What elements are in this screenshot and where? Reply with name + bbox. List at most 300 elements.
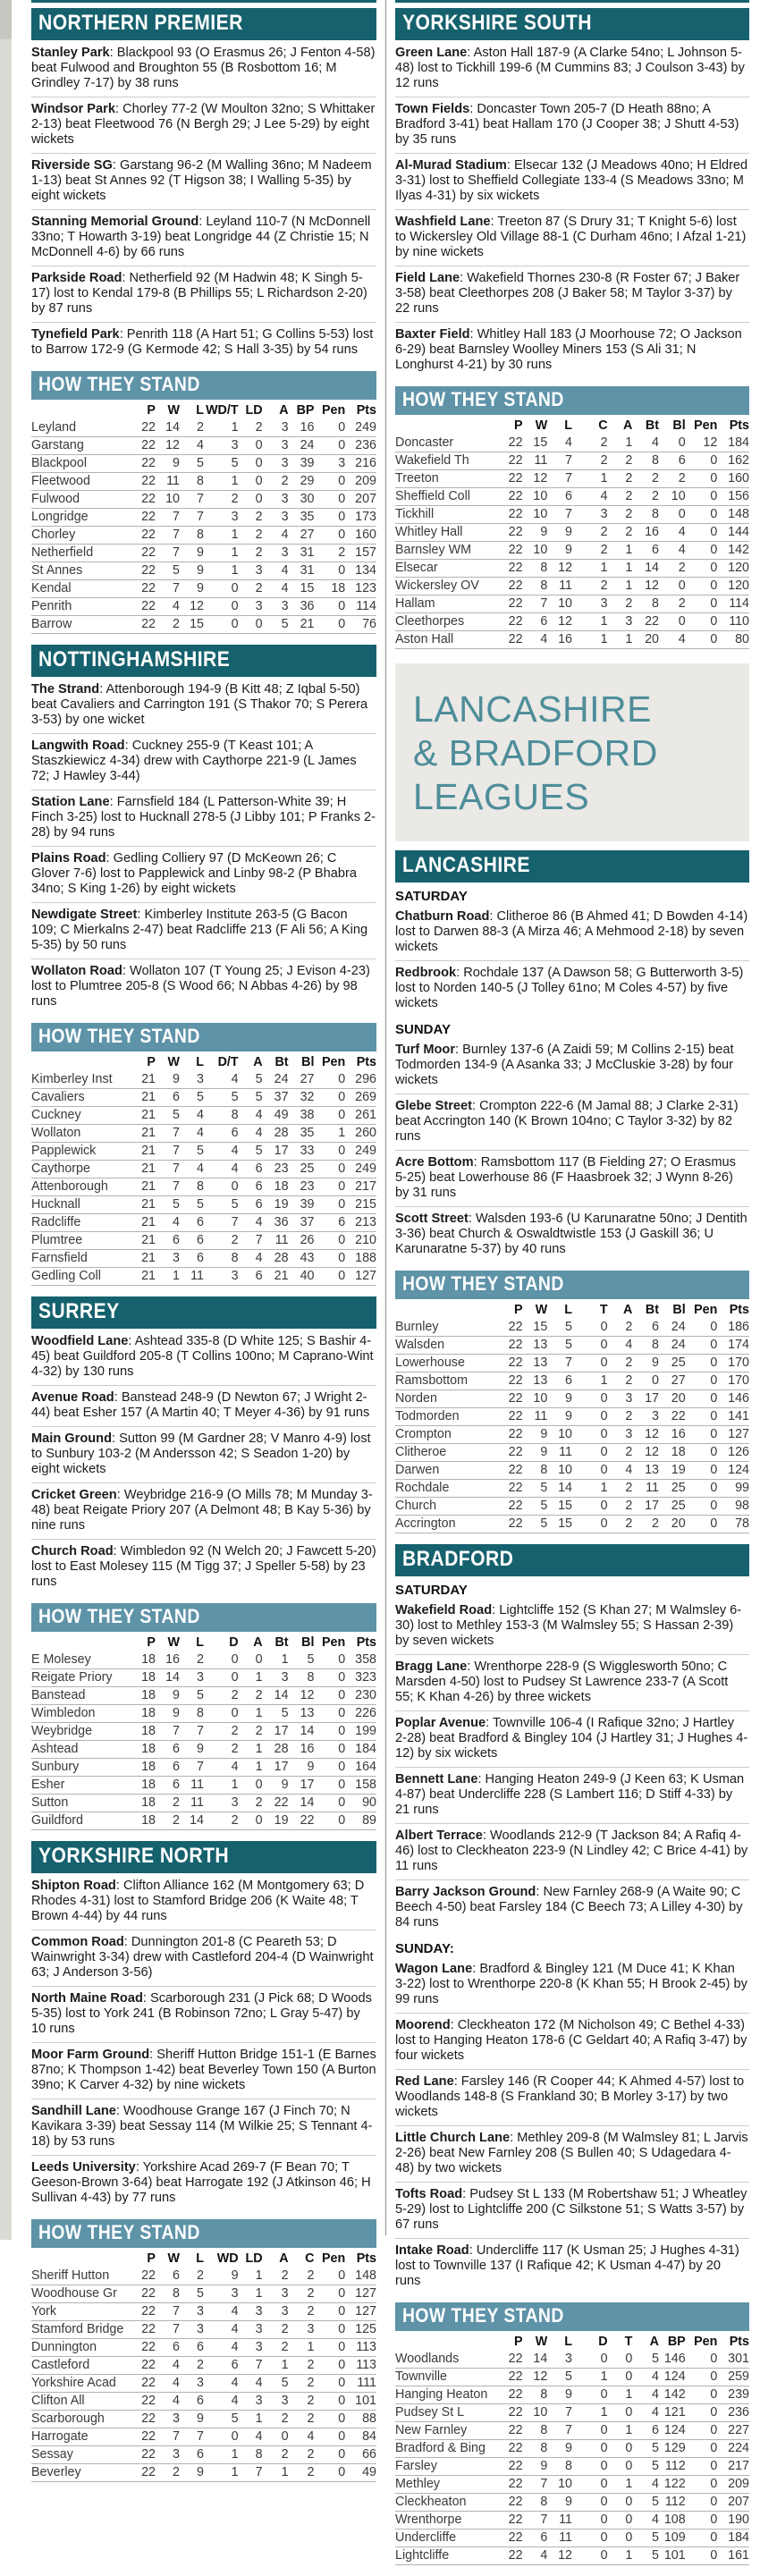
stat-cell: 22 [508, 1499, 523, 1513]
stat-cell: 261 [355, 1108, 376, 1122]
match-report [31, 959, 376, 1015]
table-header-cell: C [598, 418, 608, 433]
stat-cell: 0 [710, 2441, 718, 2455]
table-header-cell: A [279, 403, 289, 418]
report-text: Woodlands 212-9 (T Jackson 84; A Rafiq 4-46) lost to Cleckheaton 223-9 (N Lindley 42; C Brice 4-41) by 11 runs [395, 1829, 748, 1873]
table-row [31, 1107, 376, 1125]
table-row [395, 1444, 749, 1462]
stat-cell: 8 [255, 2447, 263, 2462]
table-header-cell: D [229, 1635, 239, 1650]
stat-cell: 3 [600, 507, 608, 521]
match-report [395, 2069, 749, 2125]
table-row [395, 452, 749, 470]
stat-cell: 17 [274, 1760, 289, 1774]
team-name-cell: Cleethorpes [395, 614, 465, 629]
stat-cell: 22 [508, 579, 523, 593]
stat-cell: 0 [338, 599, 346, 613]
stat-cell: 0 [338, 1179, 346, 1194]
stat-cell: 22 [508, 489, 523, 503]
stat-cell: 0 [600, 1320, 608, 1334]
stat-cell: 5 [565, 1338, 572, 1352]
stat-cell: 4 [255, 1251, 263, 1265]
stat-cell: 170 [728, 1356, 749, 1370]
stat-cell: 4 [255, 1215, 263, 1229]
team-name-cell: Attenborough [31, 1179, 108, 1194]
stat-cell: 9 [565, 2495, 572, 2509]
stat-cell: 199 [355, 1724, 376, 1738]
stat-cell: 22 [141, 2465, 156, 2479]
stat-cell: 2 [231, 492, 239, 506]
report-text: Farsley 146 (R Cooper 44; K Ahmed 4-57) lost to Woodlands 148-8 (S Frankland 30; B Morley 3-17) by two wickets [395, 2074, 745, 2119]
venue-separator: : [473, 1155, 481, 1170]
stat-cell: 10 [165, 492, 180, 506]
venue-name: Intake Road [395, 2243, 469, 2258]
stat-cell: 9 [540, 2459, 548, 2473]
stat-cell: 9 [197, 563, 204, 578]
table-row [395, 524, 749, 542]
stat-cell: 2 [231, 1688, 239, 1702]
stat-cell: 32 [300, 1090, 315, 1104]
stat-cell: 9 [173, 1688, 180, 1702]
standings-title: HOW THEY STAND [402, 1272, 564, 1295]
stat-cell: 5 [281, 2376, 289, 2390]
stat-cell: 4 [652, 435, 659, 450]
stat-cell: 4 [678, 525, 686, 539]
stat-cell: 3 [173, 1251, 180, 1265]
stat-cell: 8 [540, 2423, 548, 2437]
report-text: Garstang 96-2 (M Walling 36no; M Nadeem 1-13) beat St Annes 92 (T Higson 38; I Walling 5-35) by eight wickets [31, 158, 372, 203]
team-name-cell: New Farnley [395, 2423, 468, 2437]
stat-cell: 0 [710, 525, 718, 539]
team-name-cell: Rochdale [395, 1481, 450, 1495]
stat-cell: 4 [281, 581, 289, 595]
table-header-cell-team [31, 402, 131, 419]
venue-name: Bragg Lane [395, 1660, 468, 1674]
table-row [395, 2512, 749, 2530]
stat-cell: 0 [710, 1427, 718, 1441]
right-column [395, 0, 749, 2576]
stat-cell: 0 [710, 1499, 718, 1513]
report-text: Rochdale 137 (A Dawson 58; G Butterworth 3-5) lost to Norden 140-5 (J Tolley 61no; M Coles 4-57) by five wickets [395, 966, 744, 1010]
stat-cell: 0 [600, 1409, 608, 1423]
stat-cell: 21 [141, 1072, 156, 1086]
stat-cell: 22 [141, 2429, 156, 2444]
venue-separator: : [124, 739, 132, 753]
stat-cell: 4 [173, 1215, 180, 1229]
table-header-cell: A [253, 1635, 263, 1650]
table-header-cell-team [395, 2334, 498, 2351]
stat-cell: 4 [173, 599, 180, 613]
stat-cell: 21 [141, 1269, 156, 1283]
venue-separator: : [142, 1991, 150, 2006]
stat-cell: 6 [652, 2423, 659, 2437]
stat-cell: 8 [540, 561, 548, 575]
stat-cell: 3 [197, 2322, 204, 2336]
stat-cell: 8 [307, 1670, 315, 1685]
stat-cell: 25 [671, 1481, 686, 1495]
stat-cell: 0 [338, 1251, 346, 1265]
stat-cell: 3 [281, 599, 289, 613]
stat-cell: 127 [355, 2304, 376, 2318]
team-name-cell: Townville [395, 2369, 448, 2384]
stat-cell: 9 [565, 1391, 572, 1406]
stat-cell: 22 [508, 1391, 523, 1406]
stat-cell: 0 [710, 2548, 718, 2563]
team-name-cell: Sheffield Coll [395, 489, 470, 503]
match-report [31, 1482, 376, 1539]
stat-cell: 4 [540, 2548, 548, 2563]
match-report [31, 209, 376, 266]
stat-cell: 2 [307, 2286, 315, 2301]
stat-cell: 37 [274, 1090, 289, 1104]
stat-cell: 0 [652, 1373, 659, 1388]
stat-cell: 127 [355, 1269, 376, 1283]
stat-cell: 0 [338, 474, 346, 488]
stat-cell: 7 [173, 528, 180, 542]
report-text: Aston Hall 187-9 (A Clarke 54no; L Johnson 5-48) lost to Tickhill 199-6 (M Cummins 83; J Coulson 3-43) by 12 runs [395, 46, 745, 90]
table-row [395, 1355, 749, 1372]
table-row [395, 560, 749, 578]
stat-cell: 127 [728, 1427, 749, 1441]
report-text: Clifton Alliance 162 (M Montgomery 63; D Rhodes 4-31) lost to Stamford Bridge 206 (K Waite 48; T Brown 4-44) by 44 runs [31, 1879, 365, 1923]
stat-cell: 5 [255, 1072, 263, 1086]
team-name-cell: Aston Hall [395, 632, 454, 646]
report-text: Wrenthorpe 228-9 (S Wigglesworth 50no; C Marsden 4-50) lost to Pudsey St Lawrence 233-7 (A Scott 55; K Khan 4-26) by three wickets [395, 1660, 729, 1704]
table-row [395, 1498, 749, 1516]
stat-cell: 2 [255, 510, 263, 524]
stat-cell: 121 [663, 2405, 686, 2420]
report-text: Farnsfield 184 (L Patterson-White 39; H Finch 3-25) lost to Hucknall 278-5 (J Libby 101; P Franks 2-28) by 94 runs [31, 795, 376, 840]
team-name-cell: Sheriff Hutton [31, 2268, 110, 2283]
stat-cell: 5 [652, 2495, 659, 2509]
venue-name: Chatburn Road [395, 909, 490, 924]
stat-cell: 8 [197, 1706, 204, 1720]
table-header-cell-team [31, 1634, 131, 1651]
stat-cell: 21 [274, 1269, 289, 1283]
venue-separator: : [510, 2131, 518, 2145]
stat-cell: 2 [231, 1724, 239, 1738]
report-text: Kimberley Institute 263-5 (G Bacon 109; C Mierkalns 2-47) beat Radcliffe 213 (F Ali 56; A King 5-35) by 50 runs [31, 908, 368, 952]
report-list [31, 1329, 376, 1595]
table-header-cell-team [395, 418, 498, 435]
team-name-cell: Norden [395, 1391, 437, 1406]
venue-name: Baxter Field [395, 327, 470, 342]
standings-title: HOW THEY STAND [38, 1025, 200, 1047]
stat-cell: 1 [625, 2423, 633, 2437]
stat-cell: 108 [663, 2513, 686, 2527]
stat-cell: 0 [338, 510, 346, 524]
table-header-cell: WD/T [206, 403, 239, 418]
stat-cell: 22 [141, 2411, 156, 2426]
stat-cell: 2 [600, 579, 608, 593]
stat-cell: 78 [735, 1516, 749, 1531]
stat-cell: 0 [600, 2530, 608, 2545]
stat-cell: 113 [356, 2358, 376, 2372]
table-header-cell: W [535, 2335, 548, 2349]
match-report [395, 41, 749, 97]
section-header [395, 8, 749, 40]
stat-cell: 1 [281, 2358, 289, 2372]
match-report [395, 1654, 749, 1710]
stat-cell: 3 [255, 2394, 263, 2408]
stat-cell: 90 [362, 1795, 376, 1810]
stat-cell: 76 [362, 617, 376, 631]
stat-cell: 3 [281, 456, 289, 470]
stat-cell: 0 [625, 2513, 633, 2527]
standings-table [31, 1634, 376, 1830]
team-name-cell: Longridge [31, 510, 89, 524]
stat-cell: 2 [281, 2340, 289, 2354]
table-header-cell: A [622, 1303, 633, 1317]
match-report [31, 153, 376, 209]
stat-cell: 11 [190, 1778, 204, 1792]
stat-cell: 12 [558, 561, 572, 575]
stat-cell: 22 [508, 596, 523, 611]
match-report [31, 1426, 376, 1482]
stat-cell: 4 [652, 2387, 659, 2402]
standings-title: HOW THEY STAND [402, 388, 564, 410]
venue-separator: : [109, 795, 117, 809]
stat-cell: 1 [255, 1742, 263, 1756]
report-text: Doncaster Town 205-7 (D Heath 88no; A Bradford 3-41) beat Hallam 170 (J Cooper 38; J Shutt 4-53) by 35 runs [395, 102, 739, 147]
stat-cell: 3 [281, 545, 289, 560]
stat-cell: 7 [173, 1144, 180, 1158]
stat-cell: 2 [625, 1320, 633, 1334]
match-report [31, 2155, 376, 2211]
stat-cell: 15 [533, 435, 548, 450]
venue-name: Glebe Street [395, 1099, 472, 1113]
stat-cell: 9 [173, 1072, 180, 1086]
venue-separator: : [112, 158, 120, 173]
stat-cell: 0 [710, 507, 718, 521]
table-row [31, 1089, 376, 1107]
stat-cell: 9 [540, 525, 548, 539]
stat-cell: 0 [338, 1090, 346, 1104]
stat-cell: 146 [728, 1391, 749, 1406]
stat-cell: 10 [533, 543, 548, 557]
match-report [395, 1879, 749, 1936]
stat-cell: 12 [190, 599, 204, 613]
section-title: NORTHERN PREMIER [38, 11, 243, 35]
venue-separator: : [122, 964, 130, 978]
stat-cell: 22 [508, 561, 523, 575]
table-header-row [31, 1634, 376, 1651]
stat-cell: 24 [671, 1338, 686, 1352]
table-header-cell: P [514, 2335, 523, 2349]
stat-cell: 12 [645, 1445, 659, 1459]
venue-separator: : [114, 1390, 122, 1405]
stat-cell: 22 [508, 2441, 523, 2455]
stat-cell: 142 [663, 2387, 686, 2402]
section-title: BRADFORD [402, 1547, 514, 1571]
stat-cell: 0 [338, 617, 346, 631]
stat-cell: 0 [231, 1706, 239, 1720]
venue-name: Wagon Lane [395, 1962, 473, 1976]
table-row [395, 2476, 749, 2494]
day-label: SUNDAY [395, 1022, 451, 1037]
table-row [395, 2494, 749, 2512]
stat-cell: 1 [231, 2465, 239, 2479]
stat-cell: 3 [231, 510, 239, 524]
stat-cell: 22 [508, 1463, 523, 1477]
stat-cell: 25 [671, 1499, 686, 1513]
stat-cell: 12 [558, 614, 572, 629]
stat-cell: 1 [625, 543, 633, 557]
stat-cell: 7 [173, 2429, 180, 2444]
match-report [395, 322, 749, 378]
table-row [31, 1250, 376, 1268]
stat-cell: 84 [362, 2429, 376, 2444]
stat-cell: 1 [625, 2387, 633, 2402]
stat-cell: 6 [173, 1090, 180, 1104]
stat-cell: 28 [274, 1251, 289, 1265]
standings-bar [31, 371, 376, 400]
stat-cell: 22 [508, 2369, 523, 2384]
stat-cell: 19 [274, 1813, 289, 1828]
stat-cell: 6 [197, 2340, 204, 2354]
team-name-cell: Reigate Priory [31, 1670, 113, 1685]
stat-cell: 236 [355, 438, 376, 452]
stat-cell: 3 [307, 2322, 315, 2336]
stat-cell: 134 [355, 563, 376, 578]
stat-cell: 2 [625, 1499, 633, 1513]
stat-cell: 3 [231, 438, 239, 452]
stat-cell: 4 [173, 2394, 180, 2408]
promo-line: & BRADFORD [413, 732, 658, 773]
stat-cell: 19 [274, 1197, 289, 1212]
stat-cell: 0 [710, 2477, 718, 2491]
stat-cell: 1 [231, 1778, 239, 1792]
stat-cell: 7 [255, 2358, 263, 2372]
table-header-cell: W [167, 403, 180, 418]
report-text: Elsecar 132 (J Meadows 40no; H Eldred 3-31) lost to Sheffield Collegiate 133-4 (S Meadows 33no; M Ilyas 4-31) by six wickets [395, 158, 748, 203]
venue-separator: : [135, 2160, 143, 2175]
team-name-cell: Treeton [395, 471, 439, 486]
team-name-cell: Garstang [31, 438, 84, 452]
table-row [31, 1669, 376, 1687]
stat-cell: 1 [281, 1652, 289, 1667]
team-name-cell: Wollaton [31, 1126, 81, 1140]
stat-cell: 11 [646, 1481, 659, 1495]
stat-cell: 22 [141, 2394, 156, 2408]
report-text: Burnley 137-6 (A Zaidi 59; M Collins 2-15) beat Todmorden 134-9 (A Asanka 33; J McCluskie 3-28) by four wickets [395, 1043, 734, 1087]
table-row [31, 473, 376, 491]
stat-cell: 3 [281, 1670, 289, 1685]
stat-cell: 22 [508, 2495, 523, 2509]
venue-separator: : [536, 1885, 544, 1899]
match-report [31, 2042, 376, 2099]
stat-cell: 160 [728, 471, 749, 486]
table-header-cell: BP [296, 403, 315, 418]
stat-cell: 21 [141, 1126, 156, 1140]
table-row [395, 2386, 749, 2404]
venue-separator: : [456, 966, 464, 980]
team-name-cell: Scarborough [31, 2411, 105, 2426]
stat-cell: 161 [728, 2548, 749, 2563]
table-header-cell: L [564, 1303, 572, 1317]
stat-cell: 6 [255, 1197, 263, 1212]
stat-cell: 9 [197, 545, 204, 560]
report-text: Cuckney 255-9 (T Keast 101; A Staszkiewicz 4-34) drew with Caythorpe 221-9 (L James 72; J Hawley 3-44) [31, 739, 357, 783]
venue-name: Acre Bottom [395, 1155, 474, 1170]
stat-cell: 22 [141, 2358, 156, 2372]
match-report [31, 790, 376, 846]
stat-cell: 38 [300, 1108, 315, 1122]
match-report [395, 266, 749, 322]
stat-cell: 0 [625, 2495, 633, 2509]
stat-cell: 14 [190, 1813, 204, 1828]
stat-cell: 0 [338, 1813, 346, 1828]
stat-cell: 12 [558, 2548, 572, 2563]
stat-cell: 0 [678, 507, 686, 521]
table-header-cell: Pts [729, 1303, 749, 1317]
venue-separator: : [486, 1716, 493, 1730]
venue-separator: : [115, 2104, 123, 2118]
table-header-cell: Pts [729, 418, 749, 433]
stat-cell: 227 [728, 2423, 749, 2437]
team-name-cell: Wrenthorpe [395, 2513, 462, 2527]
stat-cell: 209 [355, 474, 376, 488]
stat-cell: 5 [173, 1197, 180, 1212]
stat-cell: 5 [197, 1197, 204, 1212]
report-list [31, 677, 376, 1015]
section-header [395, 1544, 749, 1576]
stat-cell: 7 [255, 2465, 263, 2479]
stat-cell: 190 [728, 2513, 749, 2527]
stat-cell: 4 [255, 1108, 263, 1122]
table-row [395, 595, 749, 613]
stat-cell: 0 [710, 1373, 718, 1388]
stat-cell: 4 [231, 1161, 239, 1176]
stat-cell: 0 [600, 1356, 608, 1370]
stat-cell: 0 [255, 617, 263, 631]
venue-separator: : [477, 1772, 486, 1786]
stat-cell: 111 [357, 2376, 376, 2390]
stat-cell: 0 [338, 1778, 346, 1792]
stat-cell: 18 [141, 1706, 156, 1720]
stat-cell: 0 [338, 1108, 346, 1122]
stat-cell: 15 [190, 617, 204, 631]
standings-table [31, 402, 376, 634]
table-header-cell: Pen [321, 2251, 346, 2266]
table-header-cell: A [649, 2335, 659, 2349]
table-header-cell: LD [245, 2251, 263, 2266]
stat-cell: 13 [533, 1373, 548, 1388]
team-name-cell: Sessay [31, 2447, 73, 2462]
team-name-cell: Kendal [31, 581, 72, 595]
stat-cell: 22 [671, 1409, 686, 1423]
stat-cell: 4 [678, 543, 686, 557]
stat-cell: 20 [671, 1391, 686, 1406]
stat-cell: 4 [231, 2304, 239, 2318]
stat-cell: 124 [663, 2423, 686, 2437]
team-name-cell: Darwen [395, 1463, 440, 1477]
stat-cell: 113 [356, 2340, 376, 2354]
team-name-cell: Esher [31, 1778, 65, 1792]
table-header-cell: W [167, 1635, 180, 1650]
venue-separator: : [469, 327, 477, 342]
stat-cell: 0 [710, 1463, 718, 1477]
table-row [31, 2411, 376, 2428]
stat-cell: 21 [141, 1215, 156, 1229]
stat-cell: 6 [338, 1215, 346, 1229]
table-row [31, 2464, 376, 2482]
stat-cell: 358 [355, 1652, 376, 1667]
stat-cell: 9 [231, 2268, 239, 2283]
table-header-cell: L [196, 403, 204, 418]
stat-cell: 6 [197, 1251, 204, 1265]
stat-cell: 9 [173, 1706, 180, 1720]
